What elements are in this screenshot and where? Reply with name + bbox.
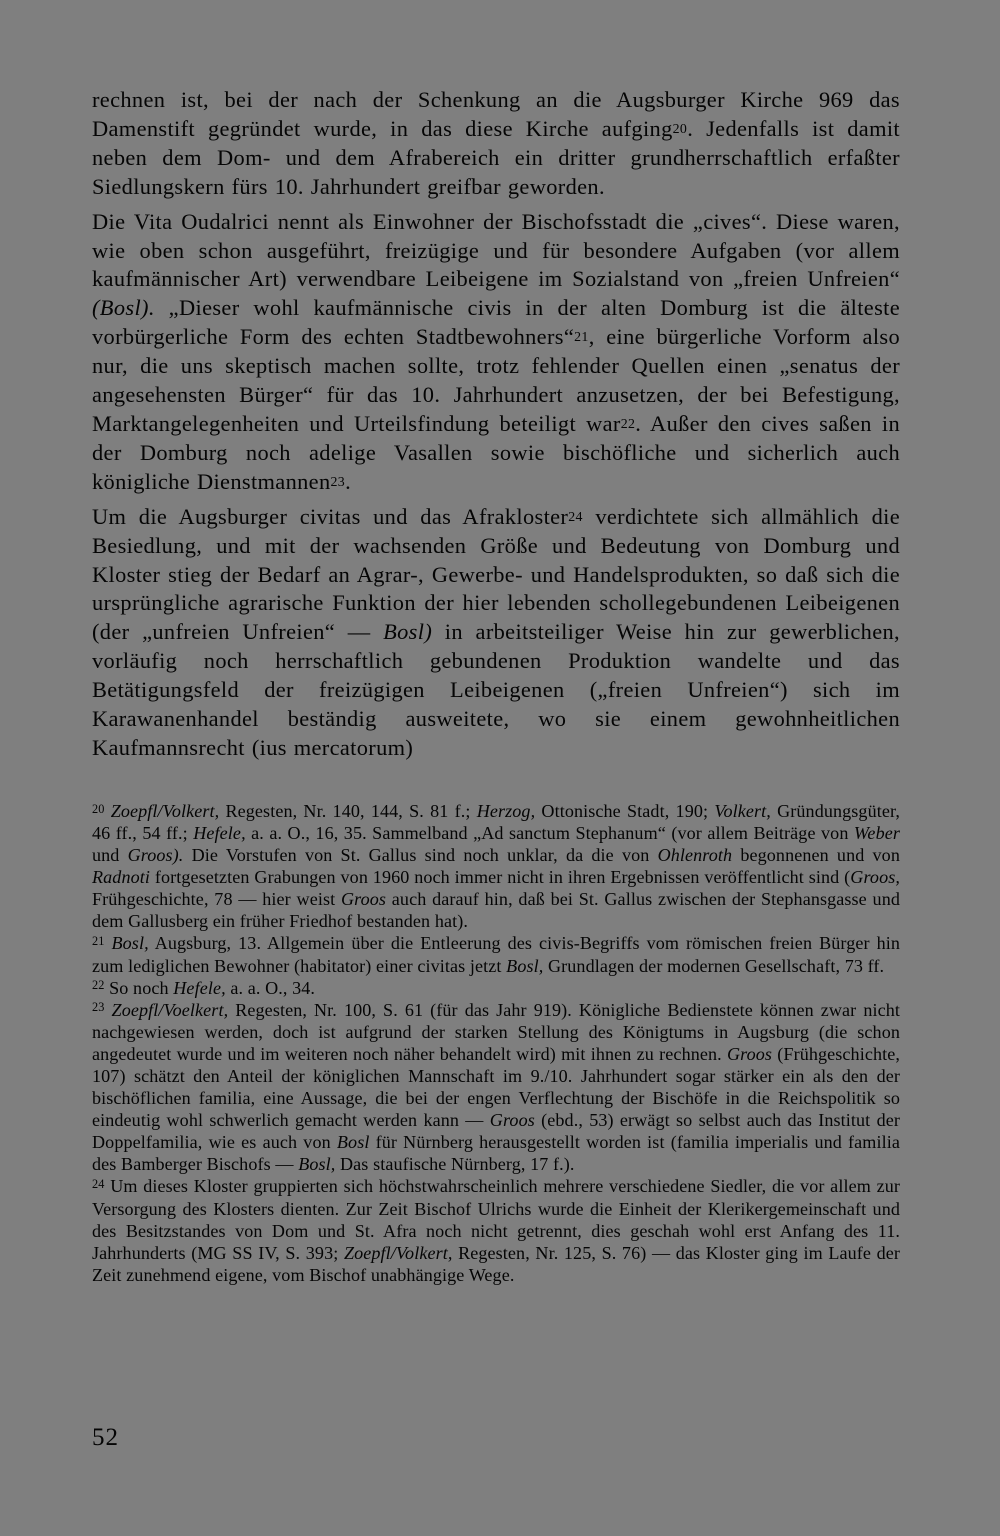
footnote-number: 24	[92, 1177, 105, 1192]
italic-author: Groos	[726, 1043, 773, 1064]
footnotes	[92, 800, 900, 1286]
text-run: in arbeitsteiliger Weise hin zur gewerblichen, vorläufig noch herrschaftlich gebundenen Produktion wandelte und das Betätigungsfeld der freizügigen Leibeigenen („freien Unfreien“) sich im Karawanenhandel beständig ausweitete, wo sie einem gewohnheitlichen Kaufmannsrecht (ius mercatorum)	[92, 619, 900, 760]
text-run: Ottonische Stadt, 190;	[535, 800, 715, 821]
text-run: So noch	[109, 977, 174, 998]
footnote-24	[92, 1175, 900, 1285]
text-run: Die Vorstufen von St. Gallus sind noch unklar, da die von	[183, 845, 658, 866]
italic-author: Bosl	[336, 1132, 370, 1153]
page	[92, 86, 900, 1506]
text-run: auch darauf hin, daß bei St. Gallus zwischen der Stephansgasse und dem Gallusberg ein früher Friedhof bestanden hat).	[92, 889, 900, 932]
italic-author: Herzog,	[476, 800, 536, 821]
footnote-number: 20	[92, 801, 105, 816]
italic-citation: (Bosl).	[92, 295, 155, 321]
text-run: Gründungsgüter, 46 ff., 54 ff.;	[92, 800, 901, 843]
text-run: a. a. O., 16, 35. Sammelband „Ad sanctum Stephanum“ (vor allem Beiträge von	[245, 822, 854, 843]
italic-author: Groos).	[127, 845, 184, 866]
paragraph	[92, 503, 900, 763]
text-run: Augsburg, 13. Allgemein über die Entleerung des civis-Begriffs vom römischen freien Bürger hin zum lediglichen Bewohner (habitator) einer civitas jetzt	[92, 933, 901, 976]
italic-author: Groos	[489, 1110, 535, 1131]
text-run: .	[345, 468, 352, 494]
footnote-20	[92, 800, 900, 933]
text-run: (ebd., 53) erwägt so selbst auch das Institut der Doppelfamilia, wie es auch von	[92, 1110, 900, 1153]
text-run: . Jedenfalls ist damit neben dem Dom- und dem Afrabereich ein dritter grundherrschaftlich erfaßter Siedlungskern fürs 10. Jahrhundert greifbar geworden.	[92, 115, 900, 199]
italic-citation: Bosl)	[383, 619, 433, 645]
main-text	[92, 86, 900, 763]
text-run: Regesten, Nr. 125, S. 76) — das Kloster ging im Laufe der Zeit zunehmend eigene, vom Bischof unabhängige Wege.	[92, 1242, 901, 1285]
footnote-number: 23	[92, 1000, 105, 1015]
text-run: Die Vita Oudalrici nennt als Einwohner der Bischofsstadt die „cives“. Diese waren, wie oben schon ausgeführt, freizügige und für besondere Aufgaben (vor allem kaufmännischer Art) verwendbare Leibeigene im Sozialstand von „freien Unfreien“	[92, 208, 900, 292]
paragraph	[92, 86, 900, 202]
footnote-ref: 24	[568, 509, 583, 525]
italic-author: Bosl,	[506, 955, 544, 976]
italic-author: Volkert,	[714, 800, 771, 821]
italic-author: Zoepfl/Volkert,	[343, 1242, 453, 1263]
text-run: Um dieses Kloster gruppierten sich höchstwahrscheinlich mehrere verschiedene Siedler, die vor allem zur Versorgung des Klosters dienten. Zur Zeit Bischof Ulrichs wurde die Einheit der Klerikergemeinschaft und des Besitzstandes von Dom und St. Afra noch nicht getrennt, dies geschah wohl erst Anfang des 11. Jahrhunderts (MG SS IV, S. 393;	[92, 1176, 900, 1263]
text-run: für Nürnberg herausgestellt worden ist (familia imperialis und familia des Bamberger Bischofs —	[92, 1132, 900, 1175]
text-run: Grundlagen der modernen Gesellschaft, 73 ff.	[543, 955, 885, 976]
footnote-ref: 23	[330, 475, 346, 491]
italic-author: Radnoti	[92, 867, 150, 888]
page-number: 52	[92, 1424, 119, 1451]
text-run: Um die Augsburger civitas und das Afrakloster	[92, 503, 569, 529]
paragraph	[92, 208, 900, 497]
italic-author: Groos	[340, 889, 387, 910]
footnote-ref: 20	[672, 122, 688, 138]
text-run: rechnen ist, bei der nach der Schenkung an die Augsburger Kirche 969 das Damenstift gegründet wurde, in das diese Kirche aufging	[92, 87, 900, 141]
italic-author: Zoepfl/Voelkert,	[111, 999, 229, 1020]
footnote-number: 22	[92, 978, 105, 993]
footnote-21	[92, 932, 900, 976]
text-run: Das staufische Nürnberg, 17 f.).	[335, 1154, 575, 1175]
text-run: (Frühgeschichte, 107) schätzt den Anteil der königlichen Mannschaft im 9./10. Jahrhundert sogar stärker ein als den der bischöflichen familia, eine Aussage, die bei der engen Verflechtung der Bischöfe in die Reichspolitik so eindeutig wohl schwerlich gemacht werden kann —	[92, 1043, 900, 1131]
text-run: . Außer den cives saßen in der Domburg noch adelige Vasallen sowie bischöfliche und sicherlich auch königliche Dienstmannen	[92, 410, 900, 494]
text-run: fortgesetzten Grabungen von 1960 noch immer nicht in ihren Ergebnissen veröffentlicht sind (	[150, 867, 851, 888]
text-run: Regesten, Nr. 100, S. 61 (für das Jahr 919). Königliche Bedienstete können zwar nicht nachgewiesen werden, doch ist aufgrund der starken Stellung des Königtums in Augsburg (die schon angedeutet wurde und im weiteren noch näher behandelt wird) mit ihnen zu rechnen.	[92, 999, 901, 1064]
footnote-23	[92, 999, 900, 1176]
italic-author: Ohlenroth	[657, 845, 733, 866]
italic-author: Weber	[853, 822, 900, 843]
footnote-22	[92, 977, 900, 999]
italic-author: Groos,	[850, 867, 900, 888]
italic-author: Zoepfl/Volkert,	[110, 800, 220, 821]
text-run: Regesten, Nr. 140, 144, S. 81 f.;	[219, 800, 477, 821]
text-run: verdichtete sich allmählich die Besiedlung, und mit der wachsenden Größe und Bedeutung von Domburg und Kloster stieg der Bedarf an Agrar-, Gewerbe- und Handelsprodukten, so daß sich die ursprüngliche agrarische Funktion der hier lebenden schollegebundenen Leibeigenen (der „unfreien Unfreien“ —	[92, 503, 900, 645]
text-run: , eine bürgerliche Vorform also nur, die uns skeptisch machen sollte, trotz fehlender Quellen einen „senatus der angesehensten Bürger“ für das 10. Jahrhundert anzusetzen, der bei Befestigung, Marktangelegenheiten und Urteilsfindung beteiligt war	[92, 324, 901, 436]
footnote-ref: 21	[574, 330, 589, 346]
text-run: a. a. O., 34.	[225, 977, 316, 998]
footnote-number: 21	[92, 934, 105, 949]
text-run: und	[92, 845, 128, 866]
text-run: begonnenen und von	[732, 845, 900, 866]
footnote-ref: 22	[620, 417, 636, 433]
text-run: Frühgeschichte, 78 — hier weist	[92, 889, 341, 910]
italic-author: Bosl,	[111, 933, 149, 954]
text-run: „Dieser wohl kaufmännische civis in der alten Domburg ist die älteste vorbürgerliche Form des echten Stadtbewohners“	[92, 295, 900, 350]
italic-author: Hefele,	[193, 822, 246, 843]
italic-author: Bosl,	[298, 1154, 336, 1175]
italic-author: Hefele,	[173, 977, 226, 998]
